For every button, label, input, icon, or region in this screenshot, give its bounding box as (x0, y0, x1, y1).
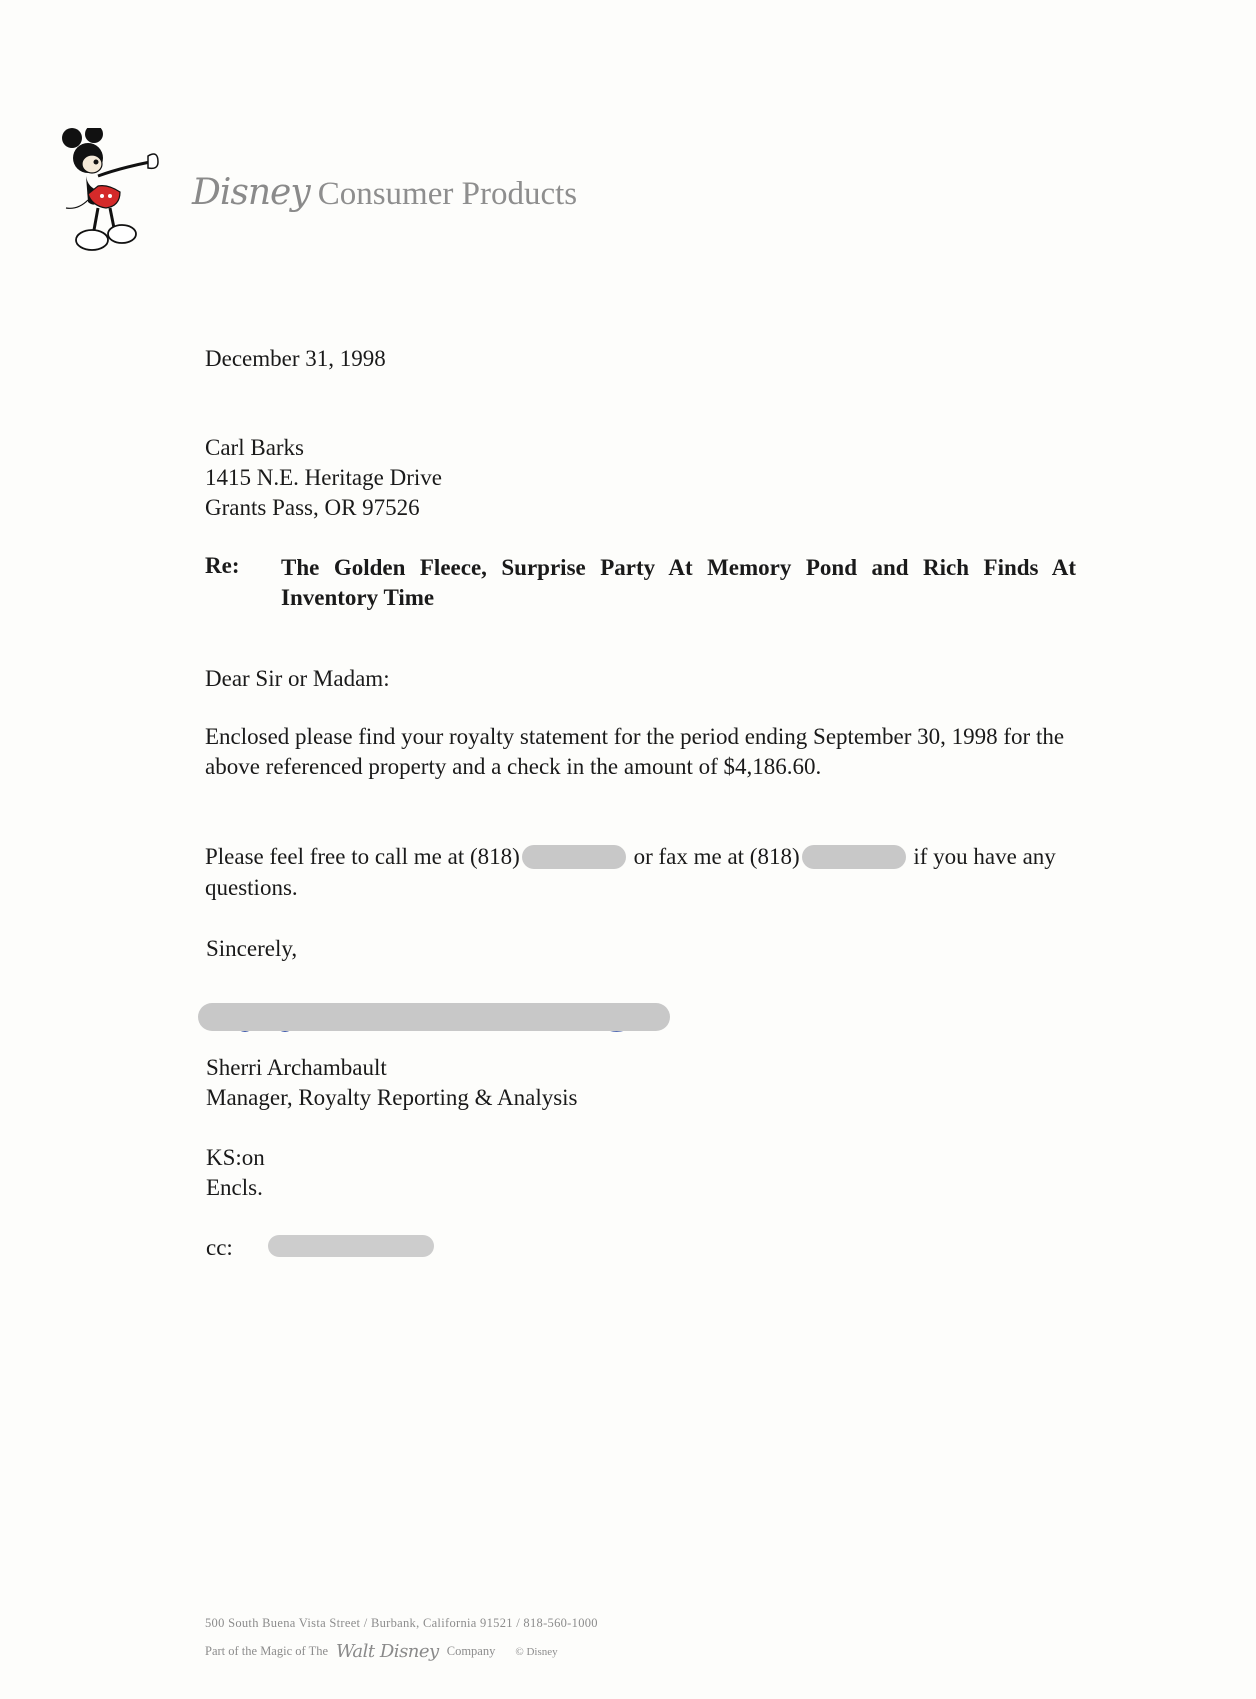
redacted-fax-number (802, 845, 906, 869)
signer-block (206, 1053, 578, 1113)
redacted-signature (198, 1003, 670, 1031)
paragraph-2-part-1: Please feel free to call me at (818) (205, 844, 520, 869)
footer-tagline (205, 1641, 558, 1662)
salutation: Dear Sir or Madam: (205, 666, 390, 691)
walt-disney-logo: Walt Disney (336, 1641, 439, 1662)
letter-date: December 31, 1998 (205, 346, 386, 371)
cc-label: cc: (206, 1235, 233, 1260)
re-subject: The Golden Fleece, Surprise Party At Memory Pond and Rich Finds At Inventory Time (281, 555, 1076, 610)
recipient-address (205, 433, 442, 523)
mickey-mouse-icon (58, 128, 170, 256)
recipient-name: Carl Barks (205, 435, 305, 460)
body-paragraph-1: Enclosed please find your royalty statement for the period ending September 30, 1998 for the above referenced property and a check in the amount of $4,186.60. (205, 724, 1065, 779)
reference-initials-block (206, 1143, 265, 1203)
recipient-street: 1415 N.E. Heritage Drive (205, 465, 442, 490)
redacted-cc-recipient (268, 1235, 434, 1257)
body-paragraph-2 (205, 842, 1085, 903)
re-label: Re: (205, 553, 240, 578)
tagline-suffix: Company (446, 1644, 496, 1658)
copyright-notice: © Disney (515, 1645, 558, 1658)
enclosures-note: Encls. (206, 1175, 263, 1200)
footer-address: 500 South Buena Vista Street / Burbank, California 91521 / 818-560-1000 (205, 1616, 598, 1630)
closing: Sincerely, (206, 936, 298, 961)
redacted-phone-number (522, 845, 626, 869)
paragraph-2-part-2: or fax me at (818) (633, 844, 800, 869)
paragraph-2-part-3: if you have any questions. (205, 844, 1056, 900)
tagline-prefix: Part of the Magic of The (205, 1644, 328, 1658)
company-letterhead (192, 172, 577, 213)
signer-name: Sherri Archambault (206, 1055, 387, 1080)
signer-title: Manager, Royalty Reporting & Analysis (206, 1085, 578, 1110)
division-name: Consumer Products (317, 176, 578, 212)
recipient-city: Grants Pass, OR 97526 (205, 495, 420, 520)
disney-logo: Disney (192, 172, 310, 213)
typist-initials: KS:on (206, 1145, 265, 1170)
